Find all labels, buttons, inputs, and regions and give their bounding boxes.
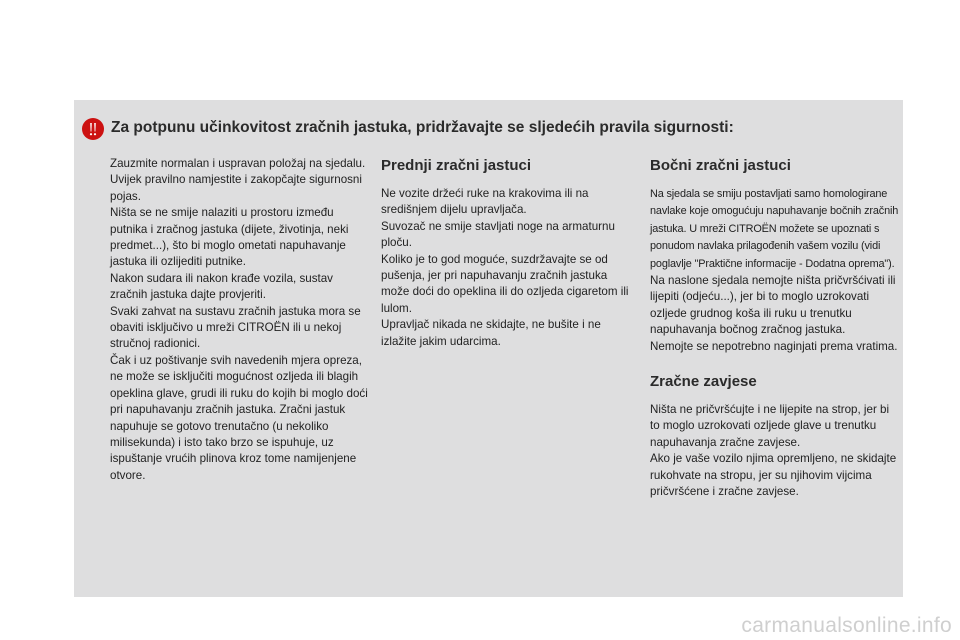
front-airbags-column xyxy=(381,156,631,350)
side-airbags-covers-text: Na sjedala se smiju postavljati samo homologirane navlake koje omogućuju napuhavanje bočnih zračnih jastuka. U mreži CITROËN možete se upoznati s ponudom navlaka prilagođenih vašem vozilu (vidi poglavlje "Praktične informacije - Dodatna oprema"). xyxy=(650,188,899,270)
front-airbags-title: Prednji zračni jastuci xyxy=(381,157,532,174)
curtain-airbags-text: Ništa ne pričvršćujte i ne lijepite na strop, jer bi to moglo uzrokovati ozljede glave u trenutku napuhavanja zračne zavjese. Ako je vaše vozilo njima opremljeno, ne skidajte rukohvate na stropu, jer su njihovim vijcima pričvršćene i zračne zavjese. xyxy=(650,403,897,499)
side-airbags-column xyxy=(650,156,900,501)
general-rules-text: Zauzmite normalan i uspravan položaj na sjedalu. Uvijek pravilno namjestite i zakopčajte sigurnosni pojas. Ništa se ne smije nalaziti u prostoru između putnika i zračnog jastuka (dijete, životinja, neki predmet...), što bi moglo ometati napuhavanje jastuka ili ozlijediti putnike. Nakon sudara ili nakon krađe vozila, sustav zračnih jastuka dajte provjeriti. Svaki zahvat na sustavu zračnih jastuka mora se obaviti isključivo u mreži CITROËN ili u nekoj stručnoj radionici. Čak i uz poštivanje svih navedenih mjera opreza, ne može se isključiti mogućnost ozljeda ili blagih opeklina glave, grudi ili ruku do kojih bi moglo doći pri napuhavanju zračnih jastuka. Zračni jastuk napuhuje se gotovo trenutačno (u nekoliko milisekunda) i isto tako brzo se ispuhuje, uz ispuštanje vrućih plinova kroz tome namijenjene otvore. xyxy=(110,157,368,482)
curtain-airbags-title: Zračne zavjese xyxy=(650,373,757,391)
side-airbags-text: Na naslone sjedala nemojte ništa pričvršćivati ili lijepiti (odjeću...), jer bi to moglo uzrokovati ozljede grudnog koša ili ruku u trenutku napuhavanja bočnog zračnog jastuka. Nemojte se nepotrebno naginjati prema vratima. xyxy=(650,274,898,353)
exclamation-warning-icon xyxy=(82,118,104,140)
front-airbags-text: Ne vozite držeći ruke na krakovima ili na središnjem dijelu upravljača. Suvozač ne smije stavljati noge na armaturnu ploču. Koliko je to god moguće, suzdržavajte se od pušenja, jer pri napuhavanju zračnih jastuka može doći do opeklina ili do ozljeda cigaretom ili lulom. Upravljač nikada ne skidajte, ne bušite i ne izlažite jakim udarcima. xyxy=(381,187,629,348)
site-watermark: carmanualsonline.info xyxy=(741,614,952,637)
page-heading: Za potpunu učinkovitost zračnih jastuka, pridržavajte se sljedećih pravila sigurnosti: xyxy=(111,119,734,136)
general-rules-column xyxy=(110,156,372,484)
side-airbags-title: Bočni zračni jastuci xyxy=(650,157,791,174)
